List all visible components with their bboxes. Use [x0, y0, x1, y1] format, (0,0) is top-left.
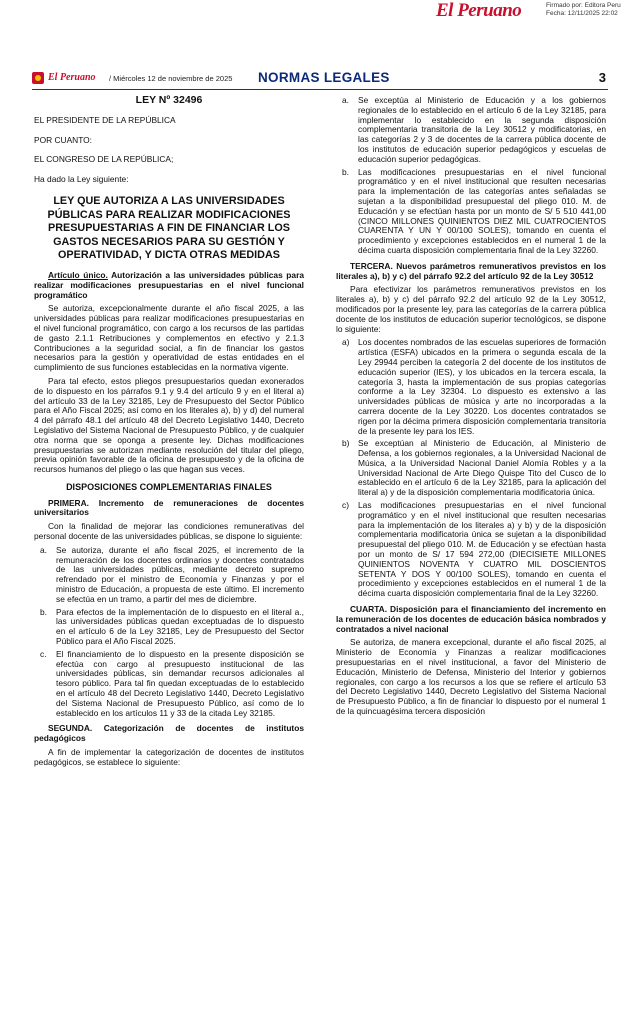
congreso-line: EL CONGRESO DE LA REPÚBLICA; [34, 154, 174, 165]
segunda-list [336, 96, 606, 256]
article-paragraph-2: Para tal efecto, estos pliegos presupuestarios quedan exonerados de lo dispuesto en los párrafos 9.1 y 9.4 del artículo 9 y en el literal a) del artículo 33 de la Ley 32185, Ley de Presupuesto del Sector Público para el Año Fiscal 2025; así como en los literales a), b) y d) del numeral 4 del párrafo 48.1 del artículo 48 del Decreto Legislativo 1440, Decreto Legislativo del Sistema Nacional de Presupuesto Público, y de cualquier otra norma que se oponga a presente ley. Dichas modificaciones presupuestarias se autorizan mediante resolución del titular del pliego, previa opinión favorable de la oficina de presupuesto y de la oficina de recursos humanos del pliego o las que hagan sus veces. [34, 375, 304, 475]
president-line: EL PRESIDENTE DE LA REPÚBLICA [34, 114, 176, 125]
list-item [336, 439, 606, 498]
list-item [336, 501, 606, 599]
item-label: b. [40, 606, 47, 617]
top-strip [0, 0, 640, 22]
list-item [34, 650, 304, 719]
header-date: / Miércoles 12 de noviembre de 2025 [109, 74, 233, 83]
header-logo: El Peruano [48, 72, 96, 83]
primera-intro: Con la finalidad de mejorar las condiciones remunerativas del personal docente de las universidades públicas, se dispone lo siguiente: [34, 521, 304, 542]
por-cuanto: POR CUANTO: [34, 134, 93, 145]
item-text: Se exceptúan al Ministerio de Educación, al Ministerio de Defensa, a los gobiernos regionales, a la Universidad Nacional de Música, a la Universidad Nacional Daniel Alomía Robles y a la Universidad Nacional de Arte Diego Quispe Tito del Cusco de lo establecido en el artículo 6 de la Ley 32185, para la aplicación del literal a) y de la disposición complementaria modificatoria única. [358, 438, 606, 498]
list-item [336, 168, 606, 256]
item-text: Las modificaciones presupuestarias en el nivel funcional programático y en el nivel institucional que resulten necesarias para la implementación de los literales a) y b) y de la disposición complementaria modificatoria única se sujetan a la disponibilidad presupuestal del pliego 010. M. de Educación y se efectúan hasta por un monto de S/ 17 594 272,00 (DIECISIETE MILLONES QUINIENTOS NOVENTA Y CUATRO MIL DOSCIENTOS SETENTA Y DOS Y 00/100 SOLES), tomando en cuenta el procedimiento y excepciones establecidos en el numeral 1 de la décima cuarta disposición complementaria final de la Ley 32260. [358, 500, 606, 599]
item-text: El financiamiento de lo dispuesto en la presente disposición se efectúa con cargo al presupuesto institucional de las universidades públicas, sin demandar recursos adicionales al tesoro público. Para tal fin quedan exceptuadas de lo establecido en el artículo 48 del Decreto Legislativo 1440, Decreto Legislativo del Sistema Nacional de Presupuesto Público, así como de lo establecido en los artículos 11 y 33 de la citada Ley 32185. [56, 648, 304, 718]
item-label: b. [342, 166, 349, 177]
item-label: b) [342, 438, 350, 449]
article-title: Autorización a las universidades públicas para realizar modificaciones presupuestarias en el nivel funcional programático [34, 269, 305, 300]
item-label: a. [342, 95, 349, 105]
signed-date: Fecha: 12/11/2025 22:02 [546, 10, 618, 17]
tercera-intro: Para efectivizar los parámetros remunerativos previstos en los literales a), b) y c) del párrafo 92.2 del artículo 92 de la Ley 30512, modificados por la presente ley, para las categorías de la carrera pública docente de los institutos de educación superior tecnológicos, se dispone lo siguiente: [336, 284, 606, 334]
segunda-intro: A fin de implementar la categorización de docentes de institutos pedagógicos, se establece lo siguiente: [34, 747, 304, 767]
signed-by: Firmado por: Editora Peru [546, 2, 621, 9]
item-text: Para efectos de la implementación de lo dispuesto en el literal a., las universidades públicas quedan exceptuadas de lo dispuesto en el artículo 6 de la Ley 32185, Ley de Presupuesto del Sector Público para el Año Fiscal 2025. [56, 606, 304, 647]
item-text: Se exceptúa al Ministerio de Educación y a los gobiernos regionales de lo establecido en el artículo 6 de la Ley 32185, para implementar lo establecido en la segunda disposición complementaria transitoria de la Ley 30512 y modificatorias, en las categorías 2 y 3 de docentes de la carrera pública docente de los institutos de educación superior pedagógicos y escuelas de educación superior pedagógicas. [358, 95, 606, 164]
item-text: Las modificaciones presupuestarias en el nivel funcional programático y en el nivel institucional que resulten necesarias para la implementación de las categorías antes señaladas se sujetan a la disponibilidad presupuestal del pliego 010. M. de Educación y se efectúan hasta por un monto de S/ 5 510 441,00 (CINCO MILLONES QUINIENTOS DIEZ MIL CUATROCIENTOS CUARENTA Y UN Y 00/100 SOLES), tomando en cuenta el procedimiento y excepciones establecidos en el numeral 1 de la décima cuarta disposición complementaria final de la Ley 32260. [358, 166, 606, 255]
ha-dado-line: Ha dado la Ley siguiente: [34, 174, 129, 185]
segunda-heading: SEGUNDA. Categorización de docentes de institutos pedagógicos [34, 723, 304, 744]
left-column [34, 96, 304, 772]
cuarta-paragraph: Se autoriza, de manera excepcional, durante el año fiscal 2025, al Ministerio de Economía y Finanzas a realizar modificaciones presupuestarias en el nivel institucional, a favor del Ministerio de Educación, Ministerio de Defensa, Ministerio del Interior y gobiernos regionales, con cargo a los recursos a los que se refiere el artículo 53 del Decreto Legislativo 1440, Decreto Legislativo del Sistema Nacional de Presupuesto Público, a fin de financiar lo dispuesto por el numeral 1 de la quincuagésima tercera disposición [336, 637, 606, 717]
dispositions-heading: DISPOSICIONES COMPLEMENTARIAS FINALES [66, 481, 272, 492]
primera-list [34, 546, 304, 719]
item-label: c. [40, 648, 47, 659]
page-header [32, 70, 608, 90]
cuarta-heading: CUARTA. Disposición para el financiamiento del incremento en la remuneración de los docentes de educación básica nombrados y contratados a nivel nacional [336, 604, 606, 634]
article-heading [34, 271, 304, 300]
header-rule [32, 89, 608, 90]
article-label: Artículo único. [48, 269, 108, 280]
digital-signature [546, 2, 621, 18]
list-item [336, 338, 606, 436]
tercera-heading: TERCERA. Nuevos parámetros remunerativos previstos en los literales a), b) y c) del párrafo 92.2 del artículo 92 de la Ley 30512 [336, 260, 606, 281]
list-item [34, 608, 304, 647]
primera-heading: PRIMERA. Incremento de remuneraciones de docentes universitarios [34, 497, 304, 518]
right-column [336, 96, 606, 721]
emblem-icon [32, 72, 44, 84]
law-title: LEY QUE AUTORIZA A LAS UNIVERSIDADES PÚBLICAS PARA REALIZAR MODIFICACIONES PRESUPUESTARIAS A FIN DE FINANCIAR LOS GASTOS NECESARIOS PARA SU GESTIÓN Y OPERATIVIDAD, Y DICTA OTRAS MEDIDAS [47, 194, 291, 262]
law-number: LEY Nº 32496 [135, 94, 203, 106]
item-label: c) [342, 500, 349, 511]
item-text: Los docentes nombrados de las escuelas superiores de formación artística (ESFA) ubicados en la primera o segunda escala de la Ley 29944 perciben la categoría 2 del docente de los institutos de educación superior (IES), y los ubicados en la tercera escala, la categoría 3, hasta la implementación de sus propias categorías conforme a la Ley 32304. Lo dispuesto es extensivo a las universidades públicas de música y arte no incorporadas a la carrera docente de la Ley 30220. Los docentes contratados se rigen por la décima primera disposición complementaria transitoria de la presente ley para los IES. [358, 337, 606, 436]
list-item [34, 546, 304, 605]
item-label: a) [342, 337, 350, 348]
section-title: NORMAS LEGALES [258, 70, 390, 85]
tercera-list [336, 338, 606, 599]
page-number: 3 [598, 70, 606, 85]
item-text: Se autoriza, durante el año fiscal 2025, el incremento de la remuneración de los docentes ordinarios y docentes contratados de las universidades públicas, mediante decreto supremo refrendado por el ministro de Economía y Finanzas y por el ministro de Educación, a propuesta de este último. El incremento se efectúa en un tramo, a partir del mes de diciembre. [56, 544, 304, 604]
article-paragraph-1: Se autoriza, excepcionalmente durante el año fiscal 2025, a las universidades públicas para realizar modificaciones presupuestarias en el nivel funcional programático, con cargo a los recursos de las partidas de gasto 2.1.1 Retribuciones y complementos en efectivo y 2.1.3 Contribuciones a la seguridad social, a fin de financiar los gastos necesarios para la gestión y operatividad de estas entidades en el cumplimiento de sus funciones establecidas en la normativa vigente. [34, 303, 304, 373]
list-item [336, 96, 606, 165]
item-label: a. [40, 544, 47, 555]
el-peruano-logo: El Peruano [436, 0, 522, 21]
